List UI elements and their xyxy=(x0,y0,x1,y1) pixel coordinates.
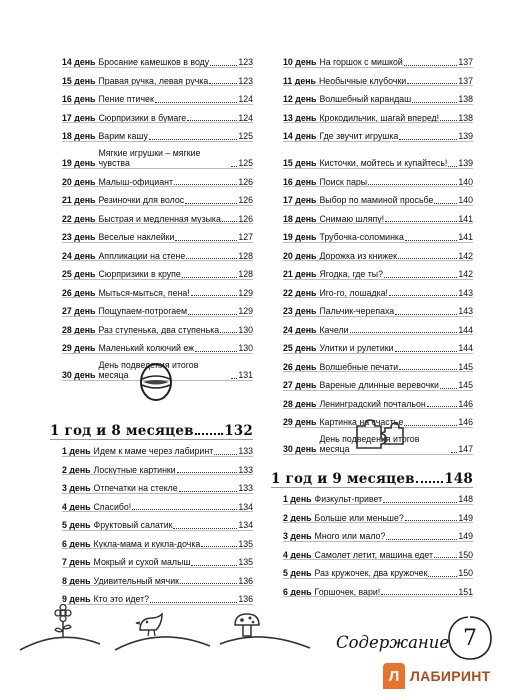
page-ref: 134 xyxy=(238,520,253,531)
page-ref: 145 xyxy=(458,361,473,372)
day-label: 11 день xyxy=(283,75,316,86)
day-label: 21 день xyxy=(283,269,317,280)
entry-title: Раз кружочек, два кружочек xyxy=(314,568,428,579)
toc-section-9-months xyxy=(283,486,473,597)
day-label: 3 день xyxy=(283,531,312,542)
entry-title: Самолет летит, машина едет xyxy=(314,549,434,560)
day-label: 25 день xyxy=(283,343,317,354)
page-ref: 123 xyxy=(238,57,253,68)
leader-dots xyxy=(399,139,457,140)
page-ref: 144 xyxy=(458,324,473,335)
entry-title: Пение птичек xyxy=(98,94,154,105)
toc-entry[interactable] xyxy=(283,335,473,354)
leader-dots xyxy=(350,332,458,333)
leader-dots xyxy=(231,166,237,167)
entry-title: Дорожка из книжек xyxy=(319,250,397,261)
toc-entry[interactable] xyxy=(62,317,253,336)
day-label: 9 день xyxy=(62,594,91,605)
page-ref: 148 xyxy=(458,494,473,505)
day-label: 22 день xyxy=(62,213,96,224)
day-label: 14 день xyxy=(283,131,317,142)
toc-section-7-months-tail xyxy=(283,49,473,455)
leader-dots xyxy=(201,546,237,547)
puzzle-pieces-icon xyxy=(355,418,405,450)
entry-title: Больше или меньше? xyxy=(314,512,404,523)
toc-entry[interactable] xyxy=(283,187,473,206)
leader-dots xyxy=(210,65,237,66)
leader-dots xyxy=(405,240,457,241)
toc-entry[interactable] xyxy=(62,169,253,188)
entry-title: Горшочек, вари! xyxy=(314,586,381,597)
leader-dots xyxy=(195,433,223,435)
day-label: 10 день xyxy=(283,57,317,68)
toc-entry[interactable] xyxy=(283,523,473,542)
toc-entry[interactable] xyxy=(62,261,253,280)
page-ref: 142 xyxy=(458,269,473,280)
entry-title: Крокодильчик, шагай вперед! xyxy=(319,112,440,123)
leader-dots xyxy=(451,452,457,453)
section-heading-8-months[interactable] xyxy=(50,419,253,440)
entry-title: Много или мало? xyxy=(314,531,386,542)
day-label: 30 день xyxy=(283,444,317,455)
day-label: 17 день xyxy=(283,195,317,206)
leader-dots xyxy=(209,83,237,84)
page-ref: 130 xyxy=(238,343,253,354)
day-label: 29 день xyxy=(62,343,96,354)
toc-entry[interactable] xyxy=(283,68,473,87)
entry-title: Маленький колючий еж xyxy=(98,343,195,354)
day-label: 19 день xyxy=(283,232,317,243)
section-title: 1 год и 8 месяцев xyxy=(50,423,194,439)
page-ref: 150 xyxy=(458,549,473,560)
page-ref: 125 xyxy=(238,158,253,169)
page-ref: 133 xyxy=(238,464,253,475)
day-label: 1 день xyxy=(62,446,91,457)
leader-dots xyxy=(405,520,458,521)
page-ref: 150 xyxy=(458,568,473,579)
leader-dots xyxy=(384,277,457,278)
toc-entry[interactable] xyxy=(62,49,253,68)
toc-entry[interactable] xyxy=(62,105,253,124)
toc-entry[interactable] xyxy=(283,224,473,243)
day-label: 28 день xyxy=(283,398,317,409)
page-ref: 139 xyxy=(458,131,473,142)
leader-dots xyxy=(188,314,237,315)
entry-title: Лоскутные картинки xyxy=(93,464,176,475)
page-ref: 135 xyxy=(238,538,253,549)
page-ref: 141 xyxy=(458,213,473,224)
entry-title: Где звучит игрушка xyxy=(319,131,399,142)
day-label: 26 день xyxy=(283,361,317,372)
day-label: 16 день xyxy=(62,94,96,105)
entry-title: Резиночки для волос xyxy=(98,195,185,206)
entry-title: Качели xyxy=(319,324,349,335)
page-ref: 124 xyxy=(238,112,253,123)
page-ref: 131 xyxy=(238,370,253,381)
leader-dots xyxy=(173,528,237,529)
leader-dots xyxy=(191,565,237,566)
day-label: 2 день xyxy=(283,512,312,523)
page-ref: 125 xyxy=(238,131,253,142)
toc-column-right xyxy=(283,49,473,455)
day-label: 7 день xyxy=(62,557,91,568)
leader-dots xyxy=(174,184,237,185)
entry-title: Сюрпризики в крупе xyxy=(98,269,181,280)
day-label: 26 день xyxy=(62,287,96,298)
page-ref: 136 xyxy=(238,575,253,586)
toc-entry[interactable] xyxy=(62,438,253,457)
leader-dots xyxy=(231,378,237,379)
section-heading-9-months[interactable] xyxy=(271,467,473,488)
entry-title: Мыться-мыться, пена! xyxy=(98,287,190,298)
page-ref: 137 xyxy=(458,57,473,68)
leader-dots xyxy=(381,594,457,595)
entry-title: Кисточки, мойтесь и купайтесь! xyxy=(319,158,448,169)
leader-dots xyxy=(389,295,457,296)
leader-dots xyxy=(386,539,457,540)
day-label: 30 день xyxy=(62,370,96,381)
page-ref: 147 xyxy=(458,444,473,455)
toc-entry[interactable] xyxy=(283,579,473,598)
leader-dots xyxy=(407,83,457,84)
toc-entry[interactable] xyxy=(62,494,253,513)
day-label: 15 день xyxy=(283,158,317,169)
entry-title: Быстрая и медленная музыка xyxy=(98,213,221,224)
toc-entry[interactable] xyxy=(62,512,253,531)
contents-footer-label: Содержание xyxy=(336,633,450,652)
entry-title: Вареные длинные веревочки xyxy=(319,380,439,391)
leader-dots xyxy=(404,425,457,426)
leader-dots xyxy=(132,509,237,510)
page-ref: 135 xyxy=(238,557,253,568)
page-ref: 128 xyxy=(238,269,253,280)
leader-dots xyxy=(179,491,238,492)
page-ref: 127 xyxy=(238,232,253,243)
entry-title: Кто это идет? xyxy=(93,594,150,605)
entry-title: Картинка на счастье xyxy=(319,417,404,428)
day-label: 20 день xyxy=(62,176,96,187)
page-ref: 140 xyxy=(458,176,473,187)
day-label: 12 день xyxy=(283,94,317,105)
bird-doodle-icon xyxy=(134,610,174,638)
entry-title: День подведения итогов месяца xyxy=(319,433,420,455)
leader-dots xyxy=(149,139,237,140)
toc-entry[interactable] xyxy=(283,243,473,262)
day-label: 5 день xyxy=(62,520,91,531)
leader-dots xyxy=(182,277,237,278)
day-label: 25 день xyxy=(62,269,96,280)
toc-section-8-months xyxy=(62,438,253,605)
toc-entry[interactable] xyxy=(62,187,253,206)
page-ref: 149 xyxy=(458,512,473,523)
day-label: 18 день xyxy=(283,213,317,224)
watermark-text: ЛАБИРИНТ xyxy=(410,668,491,684)
watermark-badge: Л xyxy=(383,663,405,689)
toc-entry[interactable] xyxy=(283,105,473,124)
toc-entry[interactable] xyxy=(283,372,473,391)
entry-title: Спасибо! xyxy=(93,501,132,512)
day-label: 29 день xyxy=(283,417,317,428)
leader-dots xyxy=(383,502,457,503)
leader-dots xyxy=(175,240,237,241)
toc-entry[interactable] xyxy=(62,142,253,169)
page-ref: 129 xyxy=(238,306,253,317)
leader-dots xyxy=(440,120,457,121)
page-ref: 140 xyxy=(458,195,473,206)
toc-entry[interactable] xyxy=(283,542,473,561)
entry-title: Иго-го, лошадка! xyxy=(319,287,388,298)
entry-title: Аппликации на стене xyxy=(98,250,186,261)
mushroom-doodle-icon xyxy=(232,612,262,640)
leader-dots xyxy=(187,120,237,121)
toc-entry[interactable] xyxy=(62,68,253,87)
day-label: 27 день xyxy=(283,380,317,391)
entry-title: День подведения итогов месяца xyxy=(98,359,199,381)
toc-column-left xyxy=(62,49,253,381)
toc-entry[interactable] xyxy=(62,298,253,317)
toc-entry[interactable] xyxy=(283,206,473,225)
page-ref: 133 xyxy=(238,446,253,457)
leader-dots xyxy=(185,203,237,204)
page-ref: 130 xyxy=(238,324,253,335)
page-ref: 126 xyxy=(238,195,253,206)
day-label: 8 день xyxy=(62,575,91,586)
day-label: 3 день xyxy=(62,483,91,494)
toc-entry[interactable] xyxy=(283,391,473,410)
leader-dots xyxy=(222,221,237,222)
day-label: 16 день xyxy=(283,176,317,187)
entry-title: На горшок с мишкой xyxy=(319,57,403,68)
page-ref: 123 xyxy=(238,75,253,86)
page-ref: 144 xyxy=(458,343,473,354)
toc-entry[interactable] xyxy=(283,142,473,169)
entry-title: Улитки и рулетики xyxy=(319,343,394,354)
page-ref: 143 xyxy=(458,306,473,317)
page-ref: 126 xyxy=(238,213,253,224)
page-ref: 128 xyxy=(238,250,253,261)
page-ref: 151 xyxy=(458,586,473,597)
toc-entry[interactable] xyxy=(62,86,253,105)
entry-title: Мягкие игрушки – мягкие чувства xyxy=(98,147,201,169)
leader-dots xyxy=(395,351,458,352)
page-ref: 124 xyxy=(238,94,253,105)
leader-dots xyxy=(434,203,457,204)
page-ref: 149 xyxy=(458,531,473,542)
page-number: 7 xyxy=(463,625,477,651)
leader-dots xyxy=(399,369,457,370)
entry-title: Волшебный карандаш xyxy=(319,94,412,105)
day-label: 18 день xyxy=(62,131,96,142)
day-label: 22 день xyxy=(283,287,317,298)
day-label: 4 день xyxy=(62,501,91,512)
entry-title: Правая ручка, левая ручка xyxy=(98,75,209,86)
entry-title: Поиск пары xyxy=(319,176,368,187)
day-label: 28 день xyxy=(62,324,96,335)
entry-title: Ягодка, где ты? xyxy=(319,269,383,280)
toc-entry[interactable] xyxy=(283,560,473,579)
entry-title: Ленинградский почтальон xyxy=(319,398,426,409)
toc-entry[interactable] xyxy=(62,531,253,550)
leader-dots xyxy=(427,406,458,407)
entry-title: Отпечатки на стекле xyxy=(93,483,178,494)
day-label: 4 день xyxy=(283,549,312,560)
entry-title: Пощупаем-потрогаем xyxy=(98,306,188,317)
toc-section-7-months-cont xyxy=(62,49,253,381)
entry-title: Раз ступенька, два ступенька xyxy=(98,324,220,335)
leader-dots xyxy=(191,295,238,296)
day-label: 21 день xyxy=(62,195,96,206)
entry-title: Бросание камешков в воду xyxy=(98,57,210,68)
toc-entry[interactable] xyxy=(62,335,253,354)
day-label: 5 день xyxy=(283,568,312,579)
toc-entry[interactable] xyxy=(283,298,473,317)
day-label: 6 день xyxy=(62,538,91,549)
toc-entry[interactable] xyxy=(283,123,473,142)
entry-title: Сюрпризики в бумаге xyxy=(98,112,187,123)
flower-doodle-icon xyxy=(50,604,76,640)
leader-dots xyxy=(412,102,457,103)
toc-entry[interactable] xyxy=(283,280,473,299)
toc-entry[interactable] xyxy=(283,486,473,505)
page-ref: 145 xyxy=(458,380,473,391)
leader-dots xyxy=(155,102,238,103)
toc-entry[interactable] xyxy=(283,317,473,336)
page-ref: 126 xyxy=(238,176,253,187)
day-label: 24 день xyxy=(62,250,96,261)
toc-entry[interactable] xyxy=(283,49,473,68)
toc-entry[interactable] xyxy=(283,505,473,524)
page-ref: 146 xyxy=(458,398,473,409)
page-ref: 138 xyxy=(458,94,473,105)
entry-title: Фруктовый салатик xyxy=(93,520,173,531)
leader-dots xyxy=(404,65,458,66)
day-label: 20 день xyxy=(283,250,317,261)
leader-dots xyxy=(428,576,457,577)
entry-title: Трубочка-соломинка xyxy=(319,232,404,243)
toc-entry[interactable] xyxy=(62,243,253,262)
toc-entry[interactable] xyxy=(283,261,473,280)
page-ref: 146 xyxy=(458,417,473,428)
leader-dots xyxy=(220,332,237,333)
day-label: 14 день xyxy=(62,57,96,68)
leader-dots xyxy=(195,351,237,352)
toc-entry[interactable] xyxy=(62,206,253,225)
entry-title: Волшебные печати xyxy=(319,361,399,372)
day-label: 2 день xyxy=(62,464,91,475)
day-label: 23 день xyxy=(283,306,317,317)
day-label: 24 день xyxy=(283,324,317,335)
section-title: 1 год и 9 месяцев xyxy=(271,471,415,487)
leader-dots xyxy=(368,184,457,185)
page-ref: 133 xyxy=(238,483,253,494)
entry-title: Физкульт-привет xyxy=(314,494,383,505)
entry-title: Выбор по маминой просьбе xyxy=(319,195,434,206)
page-ref: 129 xyxy=(238,287,253,298)
leader-dots xyxy=(180,583,237,584)
page-ref: 134 xyxy=(238,501,253,512)
entry-title: Удивительный мячик xyxy=(93,575,180,586)
toc-entry[interactable] xyxy=(62,475,253,494)
leader-dots xyxy=(395,314,457,315)
toc-entry[interactable] xyxy=(62,280,253,299)
leader-dots xyxy=(214,454,237,455)
entry-title: Идем к маме через лабиринт xyxy=(93,446,214,457)
page-ref: 136 xyxy=(238,594,253,605)
day-label: 17 день xyxy=(62,112,96,123)
day-label: 6 день xyxy=(283,586,312,597)
page-ref: 138 xyxy=(458,112,473,123)
day-label: 15 день xyxy=(62,75,96,86)
entry-title: Мокрый и сухой малыш xyxy=(93,557,191,568)
toc-entry[interactable] xyxy=(62,457,253,476)
entry-title: Веселые наклейки xyxy=(98,232,175,243)
toc-entry[interactable] xyxy=(283,169,473,188)
entry-title: Снимаю шляпу! xyxy=(319,213,385,224)
leader-dots xyxy=(398,258,457,259)
page-ref: 141 xyxy=(458,232,473,243)
day-label: 13 день xyxy=(283,112,317,123)
easter-egg-icon xyxy=(136,359,176,403)
entry-title: Пальчик-черепаха xyxy=(319,306,395,317)
toc-entry[interactable] xyxy=(283,354,473,373)
entry-title: Кукла-мама и кукла-дочка xyxy=(93,538,201,549)
leader-dots xyxy=(186,258,237,259)
page-ref: 137 xyxy=(458,75,473,86)
entry-title: Необычные клубочки xyxy=(318,75,407,86)
entry-title: Варим кашу xyxy=(98,131,148,142)
leader-dots xyxy=(385,221,457,222)
page-ref: 143 xyxy=(458,287,473,298)
leader-dots xyxy=(448,166,457,167)
leader-dots xyxy=(177,472,238,473)
day-label: 23 день xyxy=(62,232,96,243)
entry-title: Малыш-официант xyxy=(98,176,173,187)
day-label: 27 день xyxy=(62,306,96,317)
page-ref: 142 xyxy=(458,250,473,261)
leader-dots xyxy=(416,481,443,483)
leader-dots xyxy=(434,557,457,558)
toc-entry[interactable] xyxy=(62,123,253,142)
section-page: 132 xyxy=(224,423,253,439)
toc-entry[interactable] xyxy=(62,568,253,587)
toc-entry[interactable] xyxy=(62,549,253,568)
toc-entry[interactable] xyxy=(283,86,473,105)
section-page: 148 xyxy=(444,471,473,487)
toc-entry[interactable] xyxy=(62,224,253,243)
day-label: 19 день xyxy=(62,158,96,169)
leader-dots xyxy=(440,388,457,389)
day-label: 1 день xyxy=(283,494,312,505)
page-ref: 139 xyxy=(458,158,473,169)
